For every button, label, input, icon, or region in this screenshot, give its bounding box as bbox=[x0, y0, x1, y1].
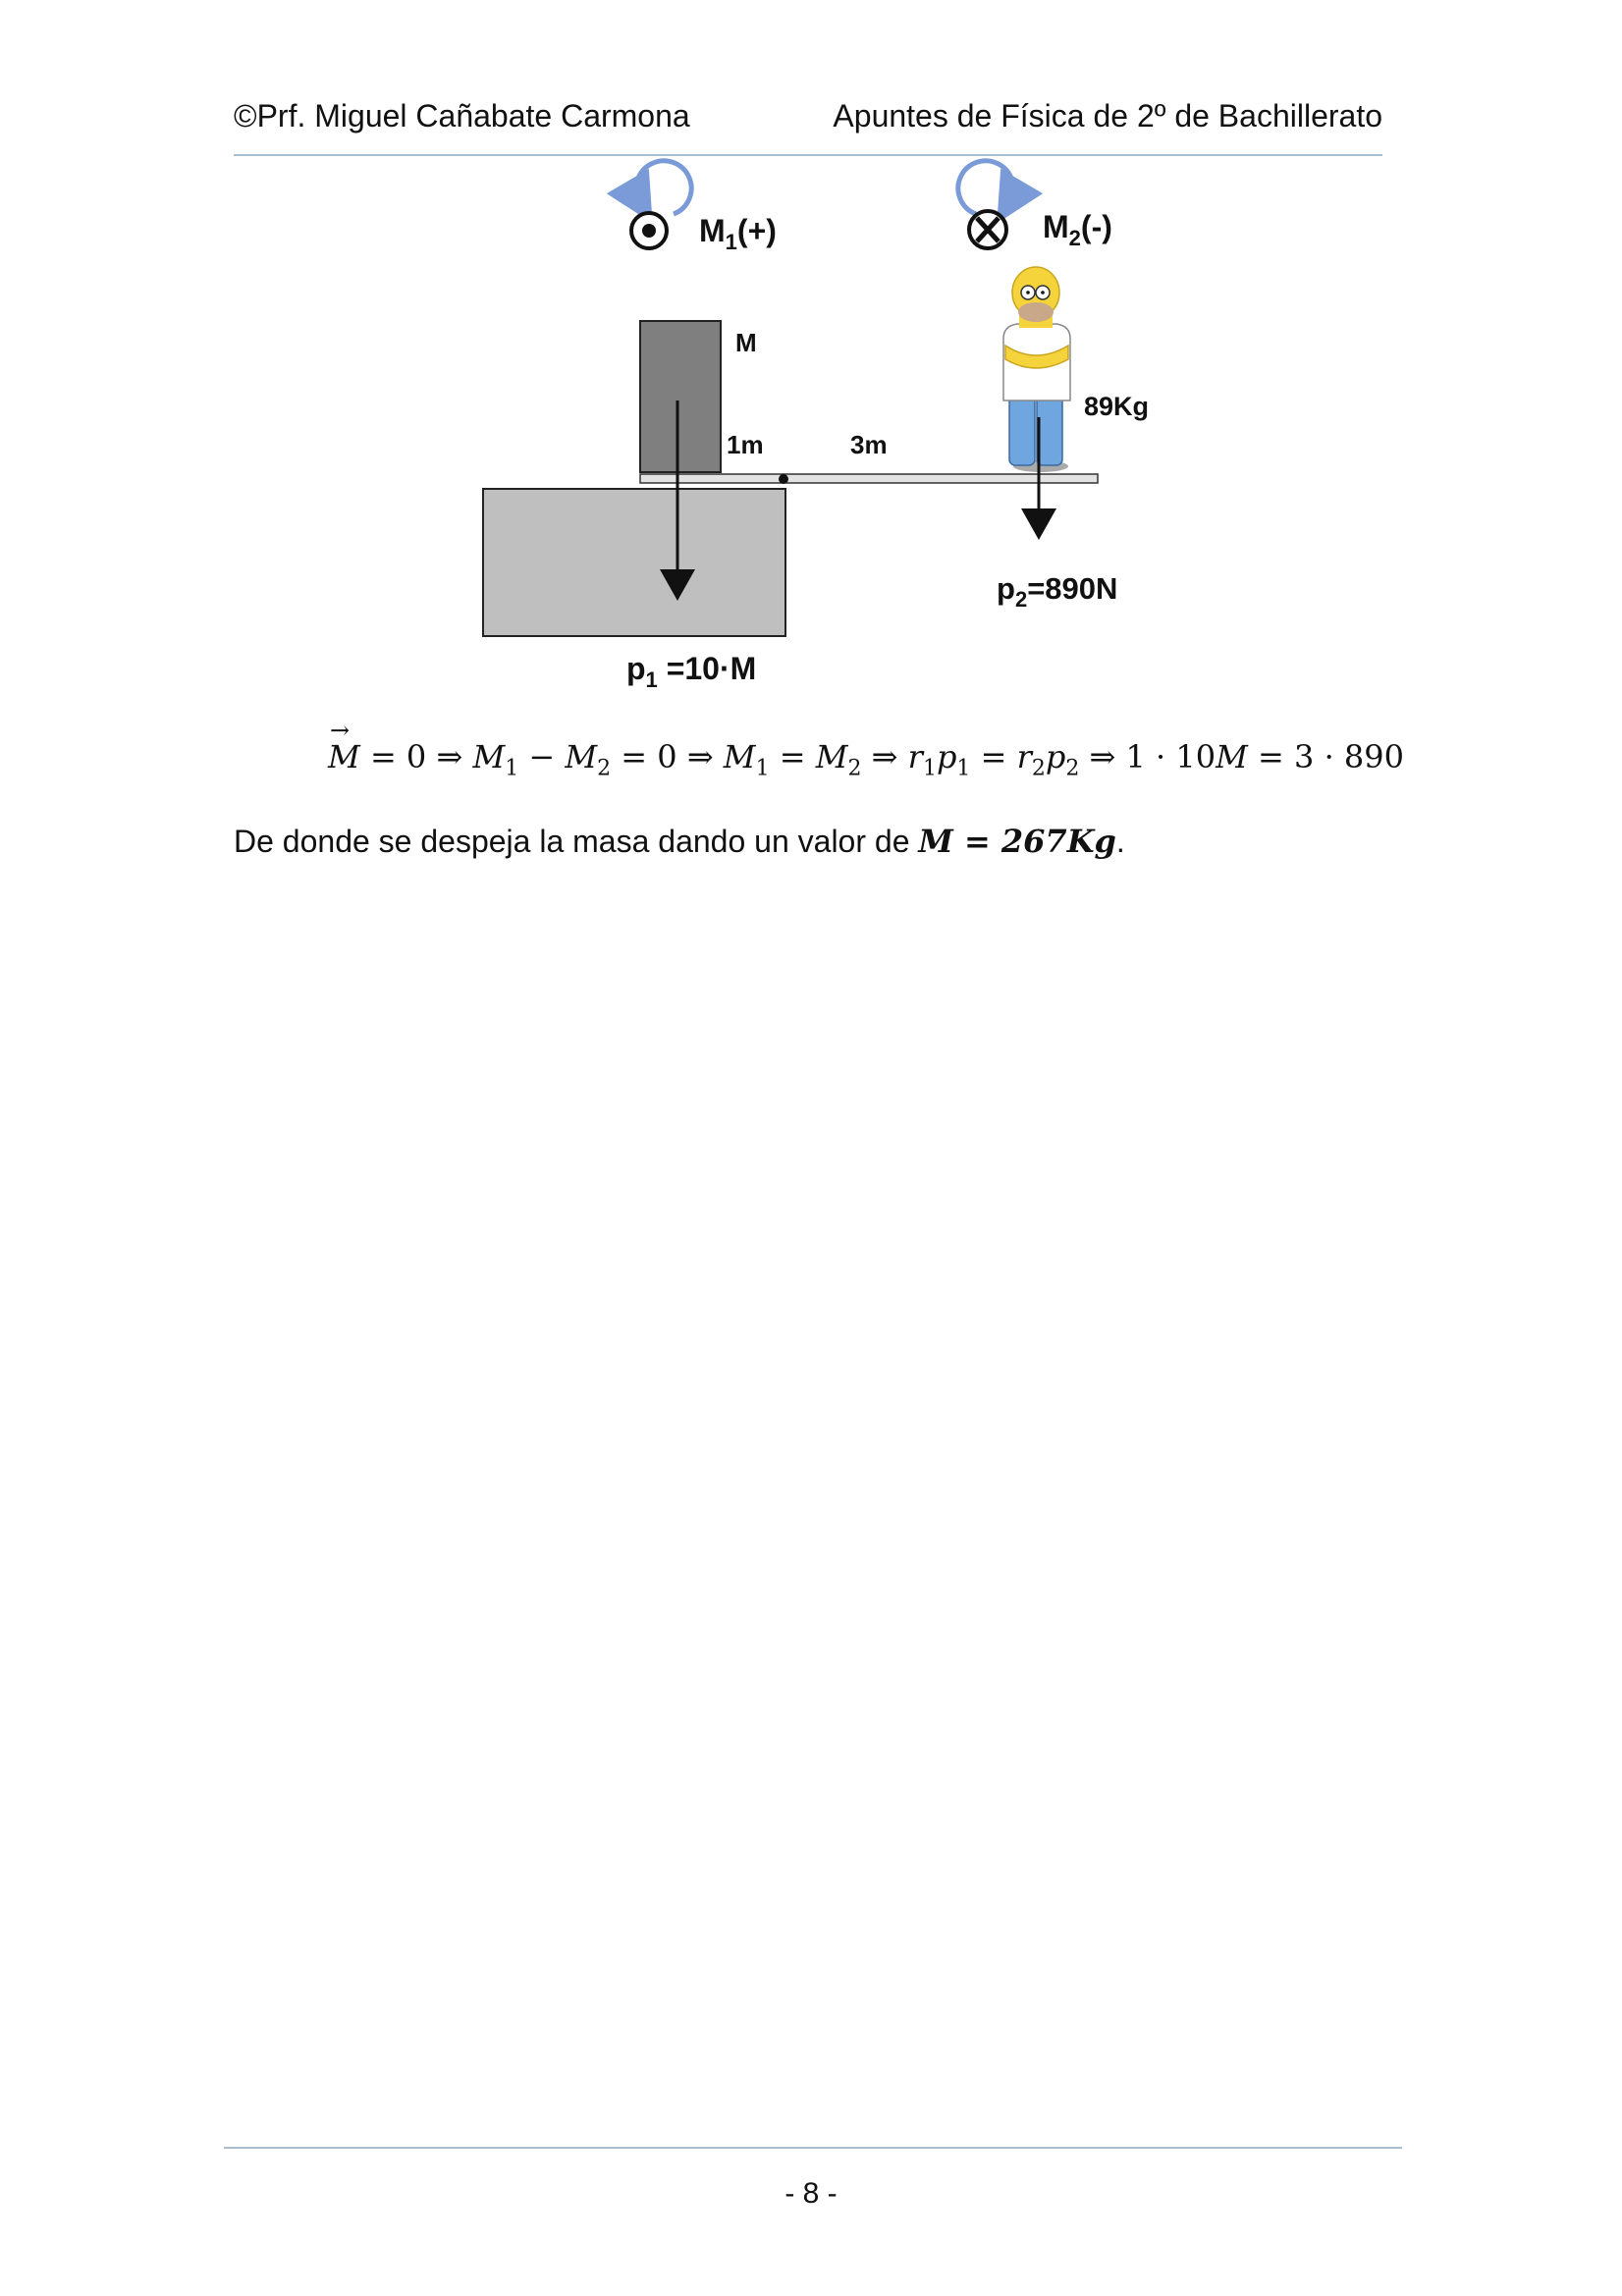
conclusion-paragraph bbox=[234, 823, 1125, 860]
moment2-sub: 2 bbox=[1068, 226, 1081, 250]
moment1-sign: (+) bbox=[736, 213, 777, 248]
rotation-ccw-icon bbox=[636, 161, 691, 214]
moment1-symbol bbox=[631, 161, 777, 254]
header-author: ©Prf. Miguel Cañabate Carmona bbox=[234, 98, 690, 133]
conclusion-end: . bbox=[1115, 824, 1125, 859]
pivot-point bbox=[779, 474, 788, 484]
svg-text:M2(-) bbox=[1043, 209, 1112, 250]
equilibrium-equation: M → = 0 ⇒ $M_1 - M_2 = 0$ ⇒ $M_1 = M_2$ ⇒ $r_1p_1 = r_2p_2$ ⇒ 1 · 10M = 3 · 890 bbox=[328, 717, 1404, 781]
person-mass-label: 89Kg bbox=[1084, 392, 1150, 421]
rotation-cw-icon bbox=[958, 161, 1013, 214]
moment1-sub: 1 bbox=[725, 230, 737, 254]
person-figure-icon bbox=[1003, 267, 1070, 472]
mass-block bbox=[640, 321, 721, 472]
block-label: M bbox=[735, 328, 757, 357]
vector-arrow-icon: → bbox=[330, 717, 351, 744]
moment2-sign: (-) bbox=[1080, 209, 1112, 244]
page-number: - 8 - bbox=[784, 2177, 838, 2210]
footer-divider bbox=[224, 2147, 1402, 2149]
moment2-label: M bbox=[1043, 209, 1069, 244]
support-block bbox=[483, 489, 785, 636]
header-title: Apuntes de Física de 2º de Bachillerato bbox=[833, 98, 1382, 133]
cross-into-page-icon bbox=[969, 211, 1006, 248]
dot-out-of-page-icon bbox=[631, 213, 667, 248]
moment2-symbol bbox=[958, 161, 1112, 250]
arm2-label: 3m bbox=[850, 430, 888, 459]
weight2-label: $p_2=890N$ bbox=[997, 571, 1118, 612]
arm1-label: 1m bbox=[727, 430, 764, 459]
weight1-label: $p_1 =10\cdot M$ bbox=[626, 651, 757, 692]
svg-text:M1(+) bbox=[699, 213, 777, 254]
moment1-label: M bbox=[699, 213, 726, 248]
lever-plank bbox=[640, 474, 1098, 483]
conclusion-text: De donde se despeja la masa dando un valor de bbox=[234, 824, 919, 859]
vector-m: M → bbox=[328, 717, 360, 775]
lever-diagram bbox=[0, 0, 1622, 726]
conclusion-result: M = 267Kg bbox=[918, 823, 1116, 860]
